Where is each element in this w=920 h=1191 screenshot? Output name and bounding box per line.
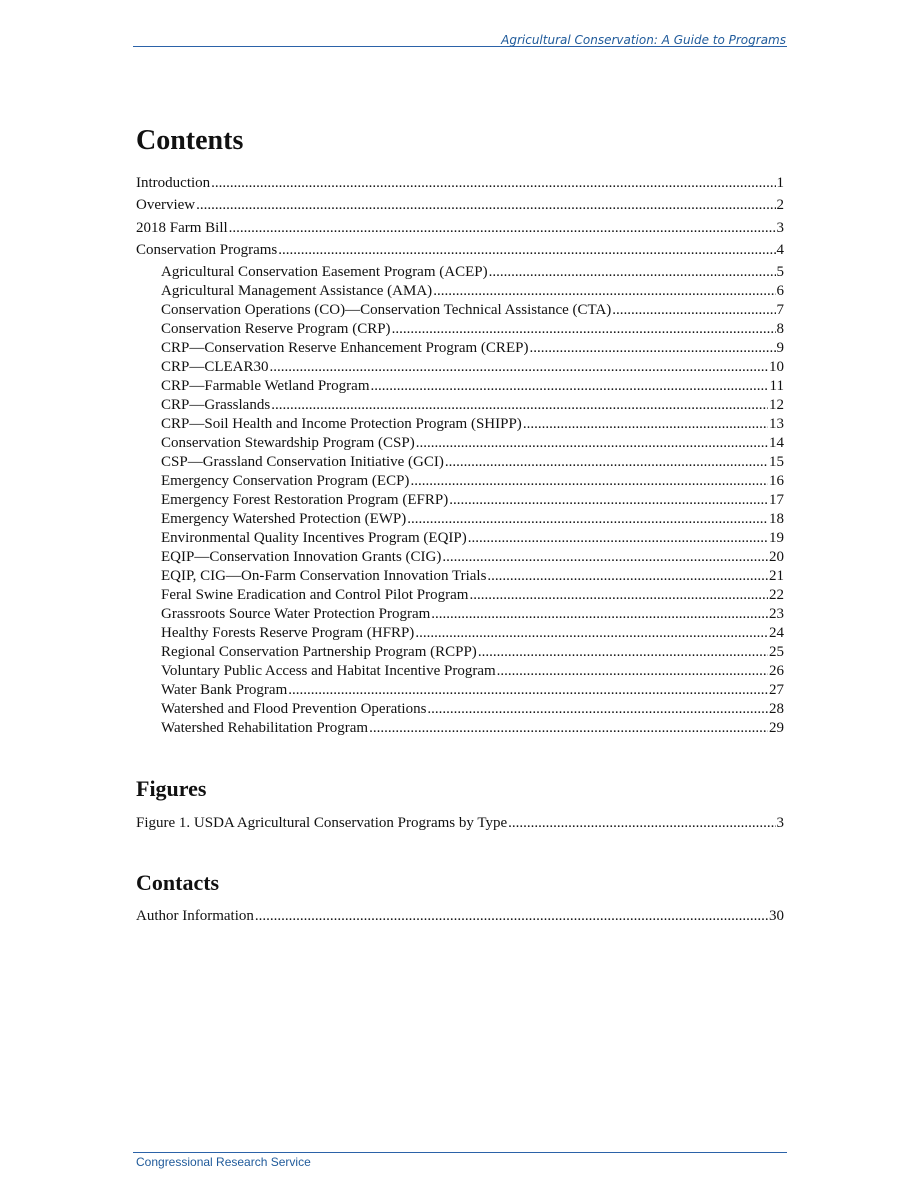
toc-entry-crp[interactable] bbox=[136, 320, 784, 339]
dot-leader bbox=[392, 320, 776, 339]
dot-leader bbox=[523, 415, 768, 434]
toc-entry-label: CRP—CLEAR30 bbox=[161, 359, 269, 376]
dot-leader bbox=[255, 907, 768, 926]
running-header-title: Agricultural Conservation: A Guide to Programs bbox=[501, 33, 786, 47]
toc-entry-conservation-programs[interactable] bbox=[136, 241, 784, 263]
toc-entry-label: Watershed and Flood Prevention Operations bbox=[161, 701, 427, 718]
toc-entry-page: 6 bbox=[776, 283, 784, 300]
toc-entry-grassroots-water[interactable] bbox=[136, 605, 784, 624]
toc-entry-label: CRP—Grasslands bbox=[161, 397, 271, 414]
toc-entry-page: 30 bbox=[769, 908, 784, 924]
toc-entry-label: Voluntary Public Access and Habitat Incentive Program bbox=[161, 663, 496, 680]
dot-leader bbox=[449, 491, 768, 510]
contacts-toc bbox=[136, 907, 784, 929]
toc-entry-crp-shipp[interactable] bbox=[136, 415, 784, 434]
toc-entry-page: 9 bbox=[776, 340, 784, 357]
toc-entry-label: Introduction bbox=[136, 175, 211, 191]
toc-entry-label: Grassroots Source Water Protection Program bbox=[161, 606, 431, 623]
toc-entry-eqip-cig-trials[interactable] bbox=[136, 567, 784, 586]
toc-entry-label: Conservation Operations (CO)—Conservation Technical Assistance (CTA) bbox=[161, 302, 612, 319]
toc-entry-page: 8 bbox=[776, 321, 784, 338]
toc-entry-label: Overview bbox=[136, 197, 196, 214]
dot-leader bbox=[427, 700, 768, 719]
toc-entry-csp-gci[interactable] bbox=[136, 453, 784, 472]
toc-entry-page: 19 bbox=[769, 530, 784, 547]
toc-entry-watershed-flood[interactable] bbox=[136, 700, 784, 719]
toc-entry-page: 11 bbox=[769, 378, 784, 395]
dot-leader bbox=[278, 241, 775, 260]
toc-entry-label: 2018 Farm Bill bbox=[136, 219, 228, 236]
toc-entry-page: 18 bbox=[769, 511, 784, 528]
toc-entry-crp-clear30[interactable] bbox=[136, 358, 784, 377]
toc-entry-label: Water Bank Program bbox=[161, 682, 288, 699]
toc-entry-label: Conservation Programs bbox=[136, 241, 278, 258]
toc-entry-eqip[interactable] bbox=[136, 529, 784, 548]
dot-leader bbox=[468, 529, 768, 548]
toc-entry-csp[interactable] bbox=[136, 434, 784, 453]
toc-entry-ama[interactable] bbox=[136, 282, 784, 301]
contacts-heading: Contacts bbox=[136, 870, 220, 895]
toc-entry-page: 15 bbox=[769, 454, 784, 471]
toc-entry-rcpp[interactable] bbox=[136, 643, 784, 662]
dot-leader bbox=[508, 814, 775, 833]
toc-entry-page: 28 bbox=[769, 701, 784, 718]
toc-entry-label: CRP—Farmable Wetland Program bbox=[161, 378, 370, 395]
contents-heading: Contents bbox=[136, 125, 244, 156]
toc-entry-label: Environmental Quality Incentives Program (EQIP) bbox=[161, 530, 467, 547]
toc-entry-page: 16 bbox=[769, 473, 784, 490]
toc-entry-figure-1[interactable] bbox=[136, 814, 784, 836]
toc-entry-water-bank[interactable] bbox=[136, 681, 784, 700]
toc-entry-hfrp[interactable] bbox=[136, 624, 784, 643]
toc-entry-page: 22 bbox=[769, 587, 784, 604]
toc-entry-co-cta[interactable] bbox=[136, 301, 784, 320]
toc-entry-label: Feral Swine Eradication and Control Pilot Program bbox=[161, 587, 469, 604]
toc-entry-label: Conservation Stewardship Program (CSP) bbox=[161, 435, 415, 452]
toc-entry-crp-crep[interactable] bbox=[136, 339, 784, 358]
footer-rule bbox=[133, 1152, 787, 1153]
toc-entry-page: 3 bbox=[776, 219, 784, 236]
dot-leader bbox=[442, 548, 768, 567]
dot-leader bbox=[489, 263, 776, 282]
toc-entry-page: 2 bbox=[776, 197, 784, 214]
toc-entry-crp-grasslands[interactable] bbox=[136, 396, 784, 415]
dot-leader bbox=[433, 282, 775, 301]
header-rule bbox=[133, 46, 787, 47]
dot-leader bbox=[229, 219, 776, 238]
toc-entry-label: EQIP, CIG—On-Farm Conservation Innovation Trials bbox=[161, 568, 487, 585]
toc-entry-ewp[interactable] bbox=[136, 510, 784, 529]
toc-entry-label: Healthy Forests Reserve Program (HFRP) bbox=[161, 625, 415, 642]
toc-entry-page: 27 bbox=[769, 682, 784, 699]
dot-leader bbox=[478, 643, 768, 662]
footer-publisher: Congressional Research Service bbox=[136, 1155, 311, 1169]
toc-entry-label: CSP—Grassland Conservation Initiative (GCI) bbox=[161, 454, 444, 471]
toc-entry-page: 29 bbox=[769, 720, 784, 737]
dot-leader bbox=[415, 624, 768, 643]
toc-entry-2018-farm-bill[interactable] bbox=[136, 219, 784, 241]
dot-leader bbox=[487, 567, 768, 586]
toc-entry-label: Figure 1. USDA Agricultural Conservation Programs by Type bbox=[136, 815, 508, 831]
toc-entry-page: 7 bbox=[776, 302, 784, 319]
toc-entry-page: 21 bbox=[769, 568, 784, 585]
dot-leader bbox=[288, 681, 768, 700]
toc-entry-page: 5 bbox=[776, 264, 784, 281]
toc-entry-page: 17 bbox=[769, 492, 784, 509]
toc-entry-label: Emergency Watershed Protection (EWP) bbox=[161, 511, 407, 528]
contents-toc bbox=[136, 174, 784, 738]
dot-leader bbox=[445, 453, 768, 472]
toc-entry-label: Regional Conservation Partnership Program (RCPP) bbox=[161, 644, 477, 661]
toc-entry-crp-farmable-wetland[interactable] bbox=[136, 377, 784, 396]
toc-entry-label: Emergency Forest Restoration Program (EFRP) bbox=[161, 492, 449, 509]
toc-entry-efrp[interactable] bbox=[136, 491, 784, 510]
dot-leader bbox=[196, 196, 775, 215]
toc-entry-overview[interactable] bbox=[136, 196, 784, 218]
dot-leader bbox=[612, 301, 775, 320]
toc-entry-page: 1 bbox=[776, 175, 784, 191]
dot-leader bbox=[416, 434, 768, 453]
dot-leader bbox=[407, 510, 768, 529]
toc-entry-page: 24 bbox=[769, 625, 784, 642]
toc-entry-watershed-rehab[interactable] bbox=[136, 719, 784, 738]
toc-entry-introduction[interactable] bbox=[136, 174, 784, 196]
toc-entry-label: CRP—Soil Health and Income Protection Program (SHIPP) bbox=[161, 416, 522, 433]
toc-entry-eqip-cig[interactable] bbox=[136, 548, 784, 567]
dot-leader bbox=[271, 396, 768, 415]
toc-entry-author-information[interactable] bbox=[136, 907, 784, 929]
toc-entry-page: 26 bbox=[769, 663, 784, 680]
dot-leader bbox=[469, 586, 768, 605]
toc-entry-label: EQIP—Conservation Innovation Grants (CIG) bbox=[161, 549, 442, 566]
figures-toc bbox=[136, 814, 784, 836]
dot-leader bbox=[529, 339, 775, 358]
toc-entry-page: 25 bbox=[769, 644, 784, 661]
dot-leader bbox=[369, 719, 768, 738]
dot-leader bbox=[371, 377, 769, 396]
toc-entry-label: Emergency Conservation Program (ECP) bbox=[161, 473, 410, 490]
toc-entry-label: Conservation Reserve Program (CRP) bbox=[161, 321, 391, 338]
toc-entry-page: 3 bbox=[776, 815, 784, 831]
toc-entry-page: 10 bbox=[769, 359, 784, 376]
toc-entry-acep[interactable] bbox=[136, 263, 784, 282]
toc-entry-page: 12 bbox=[769, 397, 784, 414]
dot-leader bbox=[410, 472, 768, 491]
dot-leader bbox=[431, 605, 768, 624]
toc-entry-label: CRP—Conservation Reserve Enhancement Program (CREP) bbox=[161, 340, 529, 357]
toc-entry-page: 13 bbox=[769, 416, 784, 433]
dot-leader bbox=[270, 358, 768, 377]
toc-entry-ecp[interactable] bbox=[136, 472, 784, 491]
toc-entry-label: Agricultural Conservation Easement Program (ACEP) bbox=[161, 264, 488, 281]
dot-leader bbox=[211, 174, 775, 193]
toc-entry-page: 14 bbox=[769, 435, 784, 452]
toc-entry-vpa-hip[interactable] bbox=[136, 662, 784, 681]
toc-entry-feral-swine[interactable] bbox=[136, 586, 784, 605]
toc-entry-page: 23 bbox=[769, 606, 784, 623]
figures-heading: Figures bbox=[136, 776, 207, 801]
toc-entry-label: Author Information bbox=[136, 908, 254, 924]
dot-leader bbox=[497, 662, 768, 681]
toc-entry-label: Watershed Rehabilitation Program bbox=[161, 720, 369, 737]
toc-entry-page: 4 bbox=[776, 241, 784, 258]
toc-entry-label: Agricultural Management Assistance (AMA) bbox=[161, 283, 433, 300]
toc-entry-page: 20 bbox=[769, 549, 784, 566]
